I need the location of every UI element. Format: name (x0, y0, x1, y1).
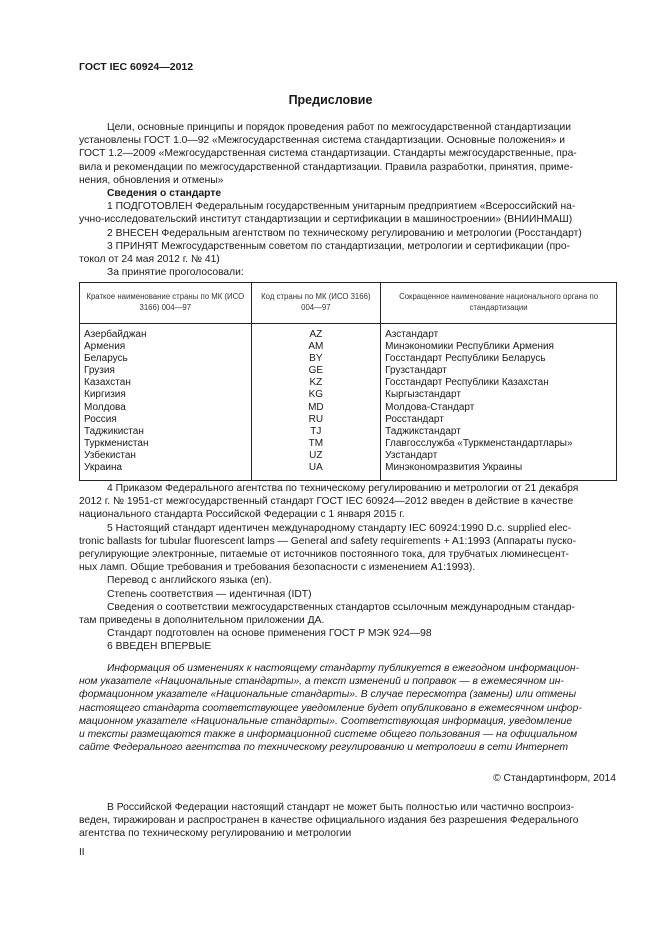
rights-paragraph (79, 801, 616, 841)
table-header-country: Краткое наименование страны по МК (ИСО 3166) 004—97 (80, 283, 252, 324)
country-cell: Казахстан (80, 377, 252, 389)
code-cell: UZ (251, 450, 381, 462)
country-cell: Украина (80, 462, 252, 481)
item-5-line: tronic ballasts for tubular fluorescent lamps — General and safety requirements + A1:1993 (Аппараты пуско- (79, 535, 577, 547)
item-6: 6 ВВЕДЕН ВПЕРВЫЕ (107, 641, 212, 653)
code-cell: RU (251, 414, 381, 426)
code-cell: TM (251, 438, 381, 450)
item-5-line: 5 Настоящий стандарт идентичен международному стандарту IEC 60924:1990 D.c. supplied elec- (107, 522, 572, 534)
page-number: II (79, 847, 85, 858)
table-header-body: Сокращенное наименование национального органа по стандартизации (381, 283, 617, 324)
conformity-info-line: там приведены в дополнительном приложении ДА. (79, 615, 325, 627)
page-title: Предисловие (288, 93, 373, 107)
rights-line: В Российской Федерации настоящий стандарт не может быть полностью или частично воспроиз- (107, 802, 575, 813)
code-cell: MD (251, 402, 381, 414)
code-cell: KG (251, 389, 381, 401)
code-cell: AM (251, 341, 381, 353)
item-5-line: регулирующие электронные, питаемые от источников постоянного тока, для трубчатых люминесцент- (79, 549, 569, 561)
rights-line: веден, тиражирован и распространен в качестве официального издания без разрешения Федерального (79, 815, 579, 827)
item-4-line: 4 Приказом Федерального агентства по техническому регулированию и метрологии от 21 декабря (107, 483, 579, 494)
country-cell: Туркменистан (80, 438, 252, 450)
code-cell: KZ (251, 377, 381, 389)
item-4-line: 2012 г. № 1951-ст межгосударственный стандарт ГОСТ IEC 60924—2012 введен в действие в качестве (79, 496, 574, 508)
item-3-line: 3 ПРИНЯТ Межгосударственным советом по стандартизации, метрологии и сертификации (про- (107, 240, 571, 252)
table-row (80, 353, 617, 365)
body-cell: Минэкономики Республики Армения (381, 341, 617, 353)
conformity-degree: Степень соответствия — идентичная (IDT) (107, 588, 312, 600)
table-row (80, 389, 617, 401)
standard-info-block (79, 187, 616, 279)
item-5-line: ных ламп. Общие требования и требования безопасности с изменением A1:1993). (79, 562, 476, 574)
table-row (80, 324, 617, 342)
conformity-info-line: Сведения о соответствии межгосударственных стандартов ссылочным международным стандар- (107, 601, 575, 613)
item-2: 2 ВНЕСЕН Федеральным агентством по техническому регулированию и метрологии (Росстандарт) (107, 227, 582, 239)
table-row (80, 341, 617, 353)
table-row (80, 438, 617, 450)
notice-line: мационном указателе «Национальные стандарты». Соответствующая информация, уведомление (79, 715, 573, 727)
notice-line: формационном указателе «Национальные стандарты». В случае пересмотра (замены) или отмены (79, 689, 577, 701)
document-code-header: ГОСТ IEC 60924—2012 (79, 61, 194, 73)
body-cell: Главгосслужба «Туркменстандартлары» (381, 438, 617, 450)
notice-line: Информация об изменениях к настоящему стандарту публикуется в ежегодном информацион- (107, 663, 580, 674)
voting-countries-table (79, 282, 617, 481)
item-4-line: национального стандарта Российской Федерации с 1 января 2015 г. (79, 509, 405, 521)
code-cell: AZ (251, 324, 381, 342)
table-row (80, 450, 617, 462)
table-row (80, 377, 617, 389)
body-cell: Госстандарт Республики Казахстан (381, 377, 617, 389)
country-cell: Беларусь (80, 353, 252, 365)
country-cell: Узбекистан (80, 450, 252, 462)
item-1-line: 1 ПОДГОТОВЛЕН Федеральным государственным унитарным предприятием «Всероссийский на- (107, 201, 576, 213)
code-cell: UA (251, 462, 381, 481)
body-cell: Росстандарт (381, 414, 617, 426)
intro-line: установлены ГОСТ 1.0—92 «Межгосударственная система стандартизации. Основные положения» и (79, 135, 566, 147)
notice-line: и тексты размещаются также в информационной системе общего пользования — на официальном (79, 729, 578, 741)
notice-line: ном указателе «Национальные стандарты», а текст изменений и поправок — в ежемесячном ин- (79, 676, 564, 688)
intro-line: ГОСТ 1.2—2009 «Межгосударственная система стандартизации. Стандарты межгосударственные, пра- (79, 148, 577, 160)
country-cell: Молдова (80, 402, 252, 414)
country-cell: Грузия (80, 365, 252, 377)
intro-line: Цели, основные принципы и порядок проведения работ по межгосударственной стандартизации (107, 122, 572, 133)
code-cell: GE (251, 365, 381, 377)
change-notice-paragraph (79, 662, 616, 754)
country-cell: Армения (80, 341, 252, 353)
translation-note: Перевод с английского языка (en). (107, 575, 272, 587)
notice-line: сайте Федерального агентства по техническому регулированию и метрологии в сети Интернет (79, 742, 569, 754)
prepared-note: Стандарт подготовлен на основе применения ГОСТ Р МЭК 924—98 (107, 628, 432, 640)
country-cell: Таджикистан (80, 426, 252, 438)
item-3-line: токол от 24 мая 2012 г. № 41) (79, 254, 220, 266)
code-cell: BY (251, 353, 381, 365)
intro-line: вила и рекомендации по межгосударственной стандартизации. Правила разработки, принятия, приме- (79, 161, 573, 173)
notice-line: настоящего стандарта соответствующее уведомление будет опубликовано в ежемесячном инфор- (79, 702, 582, 714)
table-row (80, 402, 617, 414)
body-cell: Узстандарт (381, 450, 617, 462)
body-cell: Минэкономразвития Украины (381, 462, 617, 481)
country-cell: Киргизия (80, 389, 252, 401)
voted-label: За принятие проголосовали: (107, 267, 244, 279)
intro-paragraph (79, 121, 616, 187)
table-row (80, 426, 617, 438)
body-cell: Кыргызстандарт (381, 389, 617, 401)
copyright-line: © Стандартинформ, 2014 (493, 773, 616, 784)
table-header-row (80, 283, 617, 324)
body-cell: Таджикстандарт (381, 426, 617, 438)
body-cell: Грузстандарт (381, 365, 617, 377)
rights-line: агентства по техническому регулированию и метрологии (79, 828, 352, 840)
country-cell: Россия (80, 414, 252, 426)
body-cell: Молдова-Стандарт (381, 402, 617, 414)
intro-line: нения, обновления и отмены» (79, 174, 224, 186)
body-cell: Азстандарт (381, 324, 617, 342)
table-row (80, 365, 617, 377)
body-cell: Госстандарт Республики Беларусь (381, 353, 617, 365)
table-row (80, 414, 617, 426)
item-1-line: учно-исследовательский институт стандартизации и сертификации в машиностроении» (ВНИИНМАШ) (79, 214, 573, 226)
standard-info-heading: Сведения о стандарте (107, 188, 222, 199)
table-header-code: Код страны по МК (ИСО 3166) 004—97 (251, 283, 381, 324)
table-row (80, 462, 617, 481)
items-after-table (79, 482, 616, 654)
country-cell: Азербайджан (80, 324, 252, 342)
code-cell: TJ (251, 426, 381, 438)
